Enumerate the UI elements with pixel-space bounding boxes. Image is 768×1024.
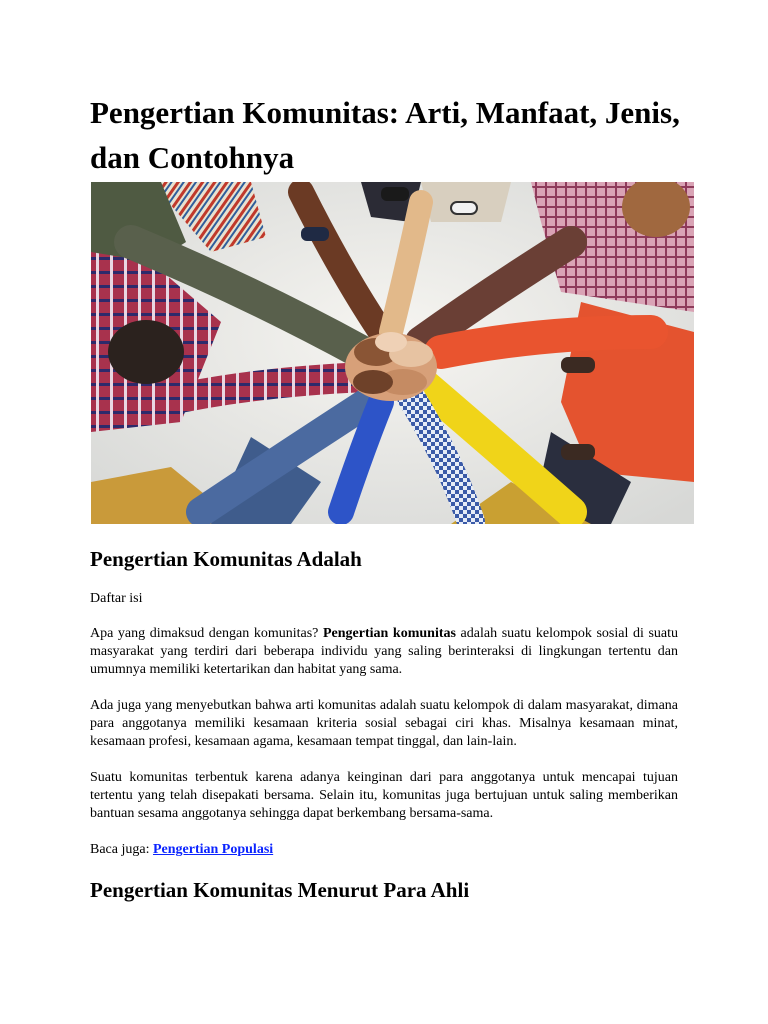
read-also-link[interactable]: Pengertian Populasi: [152, 842, 274, 857]
article-title: Pengertian Komunitas: Arti, Manfaat, Jenis, dan Contohnya: [90, 95, 680, 175]
para1-bold-term: Pengertian komunitas: [323, 626, 456, 641]
read-also-label: Baca juga:: [90, 842, 153, 857]
para1-intro: Apa yang dimaksud dengan komunitas?: [90, 626, 323, 641]
paragraph-purpose: Suatu komunitas terbentuk karena adanya keinginan dari para anggotanya untuk mencapai tujuan tertentu yang telah disepakati bersama. Selain itu, komunitas juga bertujuan untuk saling memberikan bantuan sesama anggotanya sehingga dapat berkembang bersama-sama.: [90, 770, 678, 821]
section-heading-definition: Pengertian Komunitas Adalah: [90, 547, 362, 571]
toc-label[interactable]: Daftar isi: [90, 591, 143, 606]
paragraph-definition: [90, 625, 678, 679]
para1-rest: adalah suatu kelompok sosial di suatu masyarakat yang terdiri dari beberapa individu yang saling berinteraksi di lingkungan tertentu dan umumnya memiliki ketertarikan dan habitat yang sama.: [90, 626, 679, 677]
read-also-line: [90, 841, 678, 859]
hero-image-hands-together: [91, 182, 694, 524]
paragraph-alternate-meaning: Ada juga yang menyebutkan bahwa arti komunitas adalah suatu kelompok di dalam masyarakat, dimana para anggotanya memiliki kesamaan kriteria sosial sebagai ciri khas. Misalnya kesamaan minat, kesamaan profesi, kesamaan agama, kesamaan tempat tinggal, dan lain-lain.: [90, 698, 678, 749]
section-heading-experts: Pengertian Komunitas Menurut Para Ahli: [90, 878, 470, 902]
